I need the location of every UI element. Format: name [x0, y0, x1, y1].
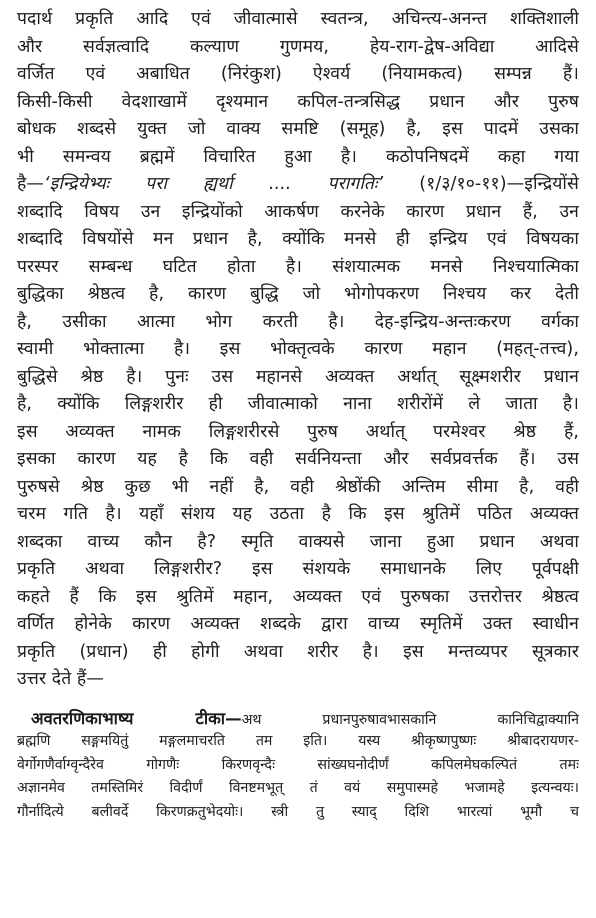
text-line: स्वामी भोक्तात्मा है। इस भोक्तृत्वके कारण महान (महत्-तत्त्व),	[17, 339, 579, 359]
document-page	[17, 6, 579, 824]
text-line: बुद्धिका श्रेष्ठत्व है, कारण बुद्धि जो भोगोपकरण निश्चय कर देती	[17, 284, 579, 304]
text-line: भी समन्वय ब्रह्ममें विचारित हुआ है। कठोपनिषदमें कहा गया	[17, 146, 579, 167]
section-gap	[17, 694, 579, 707]
text-line: शब्दका वाच्य कौन है? स्मृति वाक्यसे जाना हुआ प्रधान अथवा	[17, 531, 579, 552]
commentary-heading: अवतरणिकाभाष्य टीका—	[31, 708, 242, 728]
text-line: और सर्वज्ञत्वादि कल्याण गुणमय, हेय-राग-द्वेष-अविद्या आदिसे	[17, 36, 579, 57]
text-line: पदार्थ प्रकृति आदि एवं जीवात्मासे स्वतन्त्र, अचिन्त्य-अनन्त शक्तिशाली	[17, 9, 579, 29]
commentary-first-line	[17, 707, 579, 731]
text-line: परस्पर सम्बन्ध घटित होता है। संशयात्मक मनसे निश्चयात्मिका	[17, 256, 579, 277]
text-line: चरम गति है। यहाँ संशय यह उठता है कि इस श्रुतिमें पठित अव्यक्त	[17, 504, 579, 524]
text-line: शब्दादि विषयोंसे मन प्रधान है, क्योंकि मनसे ही इन्द्रिय एवं विषयका	[17, 229, 579, 249]
text-line-last: उत्तर देते हैं—	[17, 669, 104, 689]
commentary-line: ब्रह्मणि सङ्गमयितुं मङ्गलमाचरति तम इति। यस्य श्रीकृष्णपुष्णः श्रीबादरायणर-	[17, 733, 579, 749]
commentary-text: अथ प्रधानपुरुषावभासकानि कानिचिद्वाक्यानि	[241, 711, 579, 728]
text-line: इसका कारण यह है कि वही सर्वनियन्ता और सर्वप्रवर्त्तक हैं। उस	[17, 449, 579, 469]
text-line: किसी-किसी वेदशाखामें दृश्यमान कपिल-तन्त्रसिद्ध प्रधान और पुरुष	[17, 91, 579, 112]
quote-suffix: (१/३/१०-११)—इन्द्रियोंसे	[383, 174, 579, 194]
text-line: बोधक शब्दसे युक्त जो वाक्य समष्टि (समूह) है, इस पादमें उसका	[17, 119, 579, 139]
text-line: वर्जित एवं अबाधित (निरंकुश) ऐश्वर्य (नियामकत्व) सम्पन्न हैं।	[17, 64, 579, 84]
text-line: है, उसीका आत्मा भोग करती है। देह-इन्द्रिय-अन्तःकरण वर्गका	[17, 311, 579, 332]
quoted-verse: ‘इन्द्रियेभ्यः परा ह्यर्था .... परागतिः’	[44, 174, 384, 194]
text-line: प्रकृति अथवा लिङ्गशरीर? इस संशयके समाधानके लिए पूर्वपक्षी	[17, 559, 579, 579]
commentary-line: वेर्गोगणैर्वाग्वृन्दैरेव गोगणैः किरणवृन्दैः सांख्यघनोदीर्णं कपिलमेघकल्पितं तमः	[17, 756, 579, 773]
commentary-line: अज्ञानमेव तमस्तिमिरं विदीर्णं विनष्टमभूत् तं वयं समुपास्महे भजामहे इत्यन्वयः।	[17, 780, 579, 796]
text-line: वर्णित होनेके कारण अव्यक्त शब्दके द्वारा वाच्य स्मृतिमें उक्त स्वाधीन	[17, 614, 579, 634]
text-line: कहते हैं कि इस श्रुतिमें महान, अव्यक्त एवं पुरुषका उत्तरोत्तर श्रेष्ठत्व	[17, 586, 579, 607]
quote-prefix: है—	[17, 174, 44, 194]
commentary-line: गौर्नादित्ये बलीवर्दे किरणक्रतुभेदयोः। स्त्री तु स्याद् दिशि भारत्यां भूमौ च	[17, 803, 579, 820]
text-line: इस अव्यक्त नामक लिङ्गशरीरसे पुरुष अर्थात् परमेश्वर श्रेष्ठ हैं,	[17, 421, 579, 442]
text-line: है, क्योंकि लिङ्गशरीर ही जीवात्माको नाना शरीरोंमें ले जाता है।	[17, 394, 579, 414]
text-line: पुरुषसे श्रेष्ठ कुछ भी नहीं है, वही श्रेष्ठोंकी अन्तिम सीमा है, वही	[17, 476, 579, 497]
text-line: शब्दादि विषय उन इन्द्रियोंको आकर्षण करनेके कारण प्रधान हैं, उन	[17, 201, 579, 222]
commentary-section	[17, 707, 579, 825]
text-line-quote	[17, 171, 579, 199]
text-line: बुद्धिसे श्रेष्ठ है। पुनः उस महानसे अव्यक्त अर्थात् सूक्ष्मशरीर प्रधान	[17, 366, 579, 387]
text-line: प्रकृति (प्रधान) ही होगी अथवा शरीर है। इस मन्तव्यपर सूत्रकार	[17, 641, 579, 662]
main-text	[17, 6, 579, 694]
